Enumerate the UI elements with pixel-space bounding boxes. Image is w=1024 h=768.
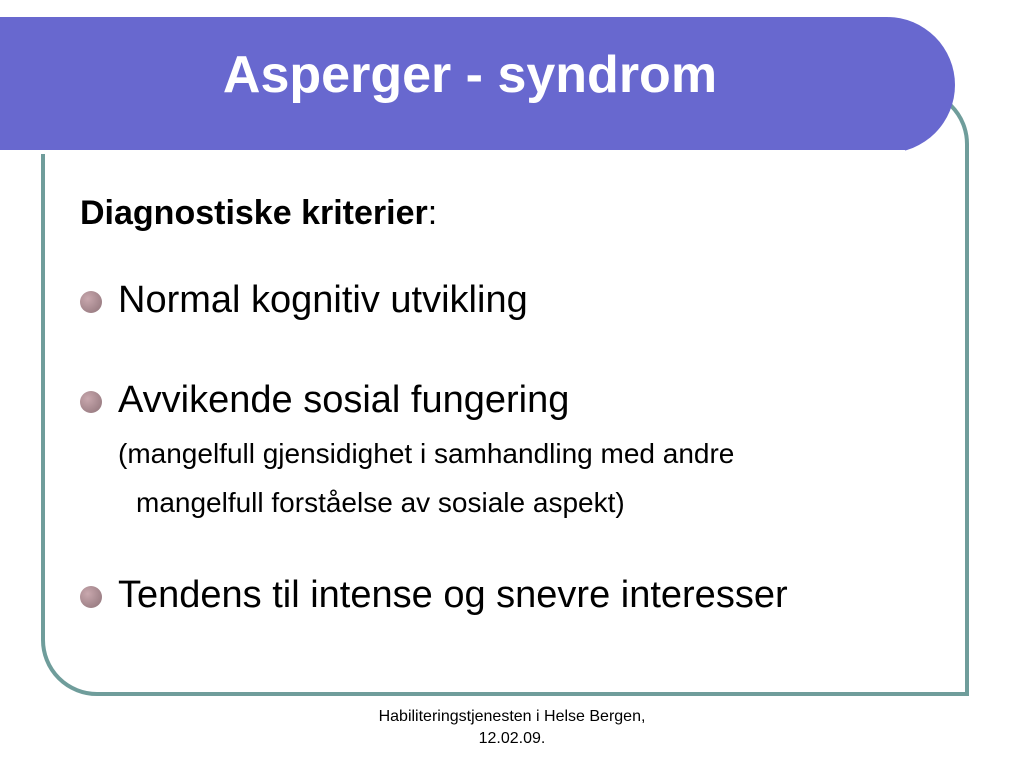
title-underline [0, 150, 905, 154]
bullet-icon [80, 586, 102, 608]
bullet-text: Normal kognitiv utvikling [118, 279, 528, 321]
bullet-text: Avvikende sosial fungering [118, 379, 570, 421]
bullet-text: Tendens til intense og snevre interesser [118, 574, 788, 616]
slide-title: Asperger - syndrom [222, 46, 718, 104]
sub-line: (mangelfull gjensidighet i samhandling med andre [118, 438, 735, 469]
criteria-heading-suffix: : [427, 194, 438, 232]
footer-line-2: 12.02.09. [478, 730, 546, 747]
footer-line-1: Habiliteringstjenesten i Helse Bergen, [378, 708, 646, 725]
criteria-heading [80, 190, 437, 236]
bullet-icon [80, 391, 102, 413]
criteria-heading-bold: Diagnostiske kriterier [80, 194, 428, 232]
bullet-icon [80, 291, 102, 313]
footer [330, 706, 694, 750]
sub-line: mangelfull forståelse av sosiale aspekt) [136, 487, 625, 518]
